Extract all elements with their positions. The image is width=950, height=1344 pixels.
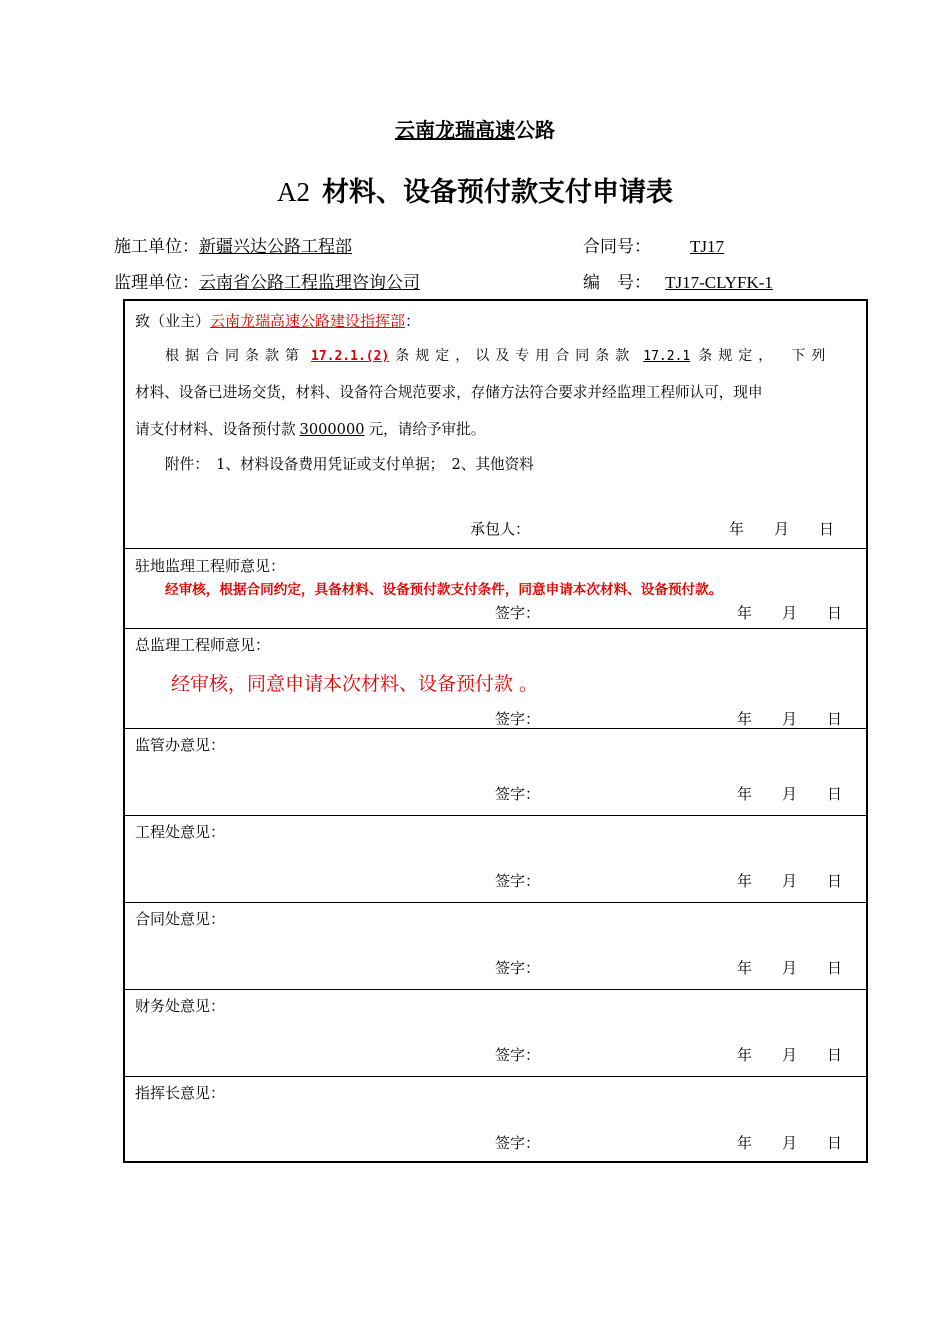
form-code: A2 xyxy=(277,177,310,207)
supervisor-label: 监理单位： xyxy=(114,273,199,293)
section-sign: 签字： xyxy=(495,785,541,803)
section-label: 总监理工程师意见： xyxy=(135,636,271,654)
supervisor-value: 云南省公路工程监理咨询公司 xyxy=(199,273,420,293)
special-clause-number: 17.2.1 xyxy=(643,349,691,364)
section-sign: 签字： xyxy=(495,1046,541,1064)
section-sign: 签字： xyxy=(495,959,541,977)
contractor-value: 新疆兴达公路工程部 xyxy=(199,237,352,257)
contractor-label: 施工单位： xyxy=(114,237,199,257)
serial-line xyxy=(583,268,787,293)
chief-engineer-section xyxy=(125,628,866,729)
section-date: 年 月 日 xyxy=(737,872,843,890)
serial-value: TJ17-CLYFK-1 xyxy=(665,273,773,292)
clause-text-c: 条规定， 下列 xyxy=(698,348,832,364)
project-title xyxy=(0,114,950,143)
section-sign: 签字： xyxy=(495,604,541,622)
clause-text-b: 条规定，以及专用合同条款 xyxy=(395,348,636,364)
commander-section xyxy=(125,1076,866,1164)
attachments-line: 附件： 1、材料设备费用凭证或支付单据； 2、其他资料 xyxy=(165,456,534,473)
section-label: 驻地监理工程师意见： xyxy=(135,557,286,575)
supervisor-line xyxy=(114,268,420,293)
to-prefix: 致（业主） xyxy=(135,312,211,330)
section-label: 合同处意见： xyxy=(135,910,226,928)
supervision-office-section xyxy=(125,728,866,816)
payment-text-a: 请支付材料、设备预付款 xyxy=(135,421,296,438)
form-name: 材料、设备预付款支付申请表 xyxy=(322,177,673,208)
section-sign: 签字： xyxy=(495,710,541,728)
contract-no-value: TJ17 xyxy=(690,237,724,256)
section-label: 工程处意见： xyxy=(135,823,226,841)
section-label: 财务处意见： xyxy=(135,997,226,1015)
to-line xyxy=(135,310,420,331)
materials-line: 材料、设备已进场交货，材料、设备符合规范要求，存储方法符合要求并经监理工程师认可，现申 xyxy=(135,384,763,401)
contract-no-line xyxy=(583,232,763,257)
payment-text-b: 元，请给予审批。 xyxy=(368,421,486,438)
section-date: 年 月 日 xyxy=(737,604,843,622)
contract-dept-section xyxy=(125,902,866,990)
section-date: 年 月 日 xyxy=(737,710,843,728)
payment-amount: 3000000 xyxy=(299,421,365,438)
application-date: 年 月 日 xyxy=(729,520,835,538)
finance-dept-section xyxy=(125,989,866,1077)
project-title-part2: 公路 xyxy=(515,118,555,142)
section-date: 年 月 日 xyxy=(737,785,843,803)
contractor-sign: 承包人： xyxy=(470,520,531,538)
section-sign: 签字： xyxy=(495,1134,541,1152)
chief-opinion: 经审核，同意申请本次材料、设备预付款 。 xyxy=(171,673,539,695)
project-title-part1: 云南龙瑞高速 xyxy=(395,118,515,142)
section-date: 年 月 日 xyxy=(737,1046,843,1064)
resident-opinion: 经审核，根据合同约定，具备材料、设备预付款支付条件，同意申请本次材料、设备预付款。 xyxy=(165,582,723,598)
form-title xyxy=(0,170,950,209)
owner-name: 云南龙瑞高速公路建设指挥部 xyxy=(210,312,406,330)
clause-line xyxy=(165,345,831,365)
to-suffix: ： xyxy=(405,312,421,330)
clause-text-a: 根据合同条款第 xyxy=(165,348,305,364)
contract-no-label: 合同号： xyxy=(583,237,651,257)
section-sign: 签字： xyxy=(495,872,541,890)
form-table xyxy=(123,299,868,1163)
payment-line xyxy=(135,418,485,439)
section-label: 指挥长意见： xyxy=(135,1084,226,1102)
section-date: 年 月 日 xyxy=(737,1134,843,1152)
engineering-dept-section xyxy=(125,815,866,903)
resident-engineer-section xyxy=(125,548,866,629)
application-section xyxy=(125,301,866,548)
serial-label: 编 号： xyxy=(583,273,651,293)
section-date: 年 月 日 xyxy=(737,959,843,977)
section-label: 监管办意见： xyxy=(135,736,226,754)
contractor-line xyxy=(114,232,352,257)
clause-number: 17.2.1.(2) xyxy=(311,349,390,364)
